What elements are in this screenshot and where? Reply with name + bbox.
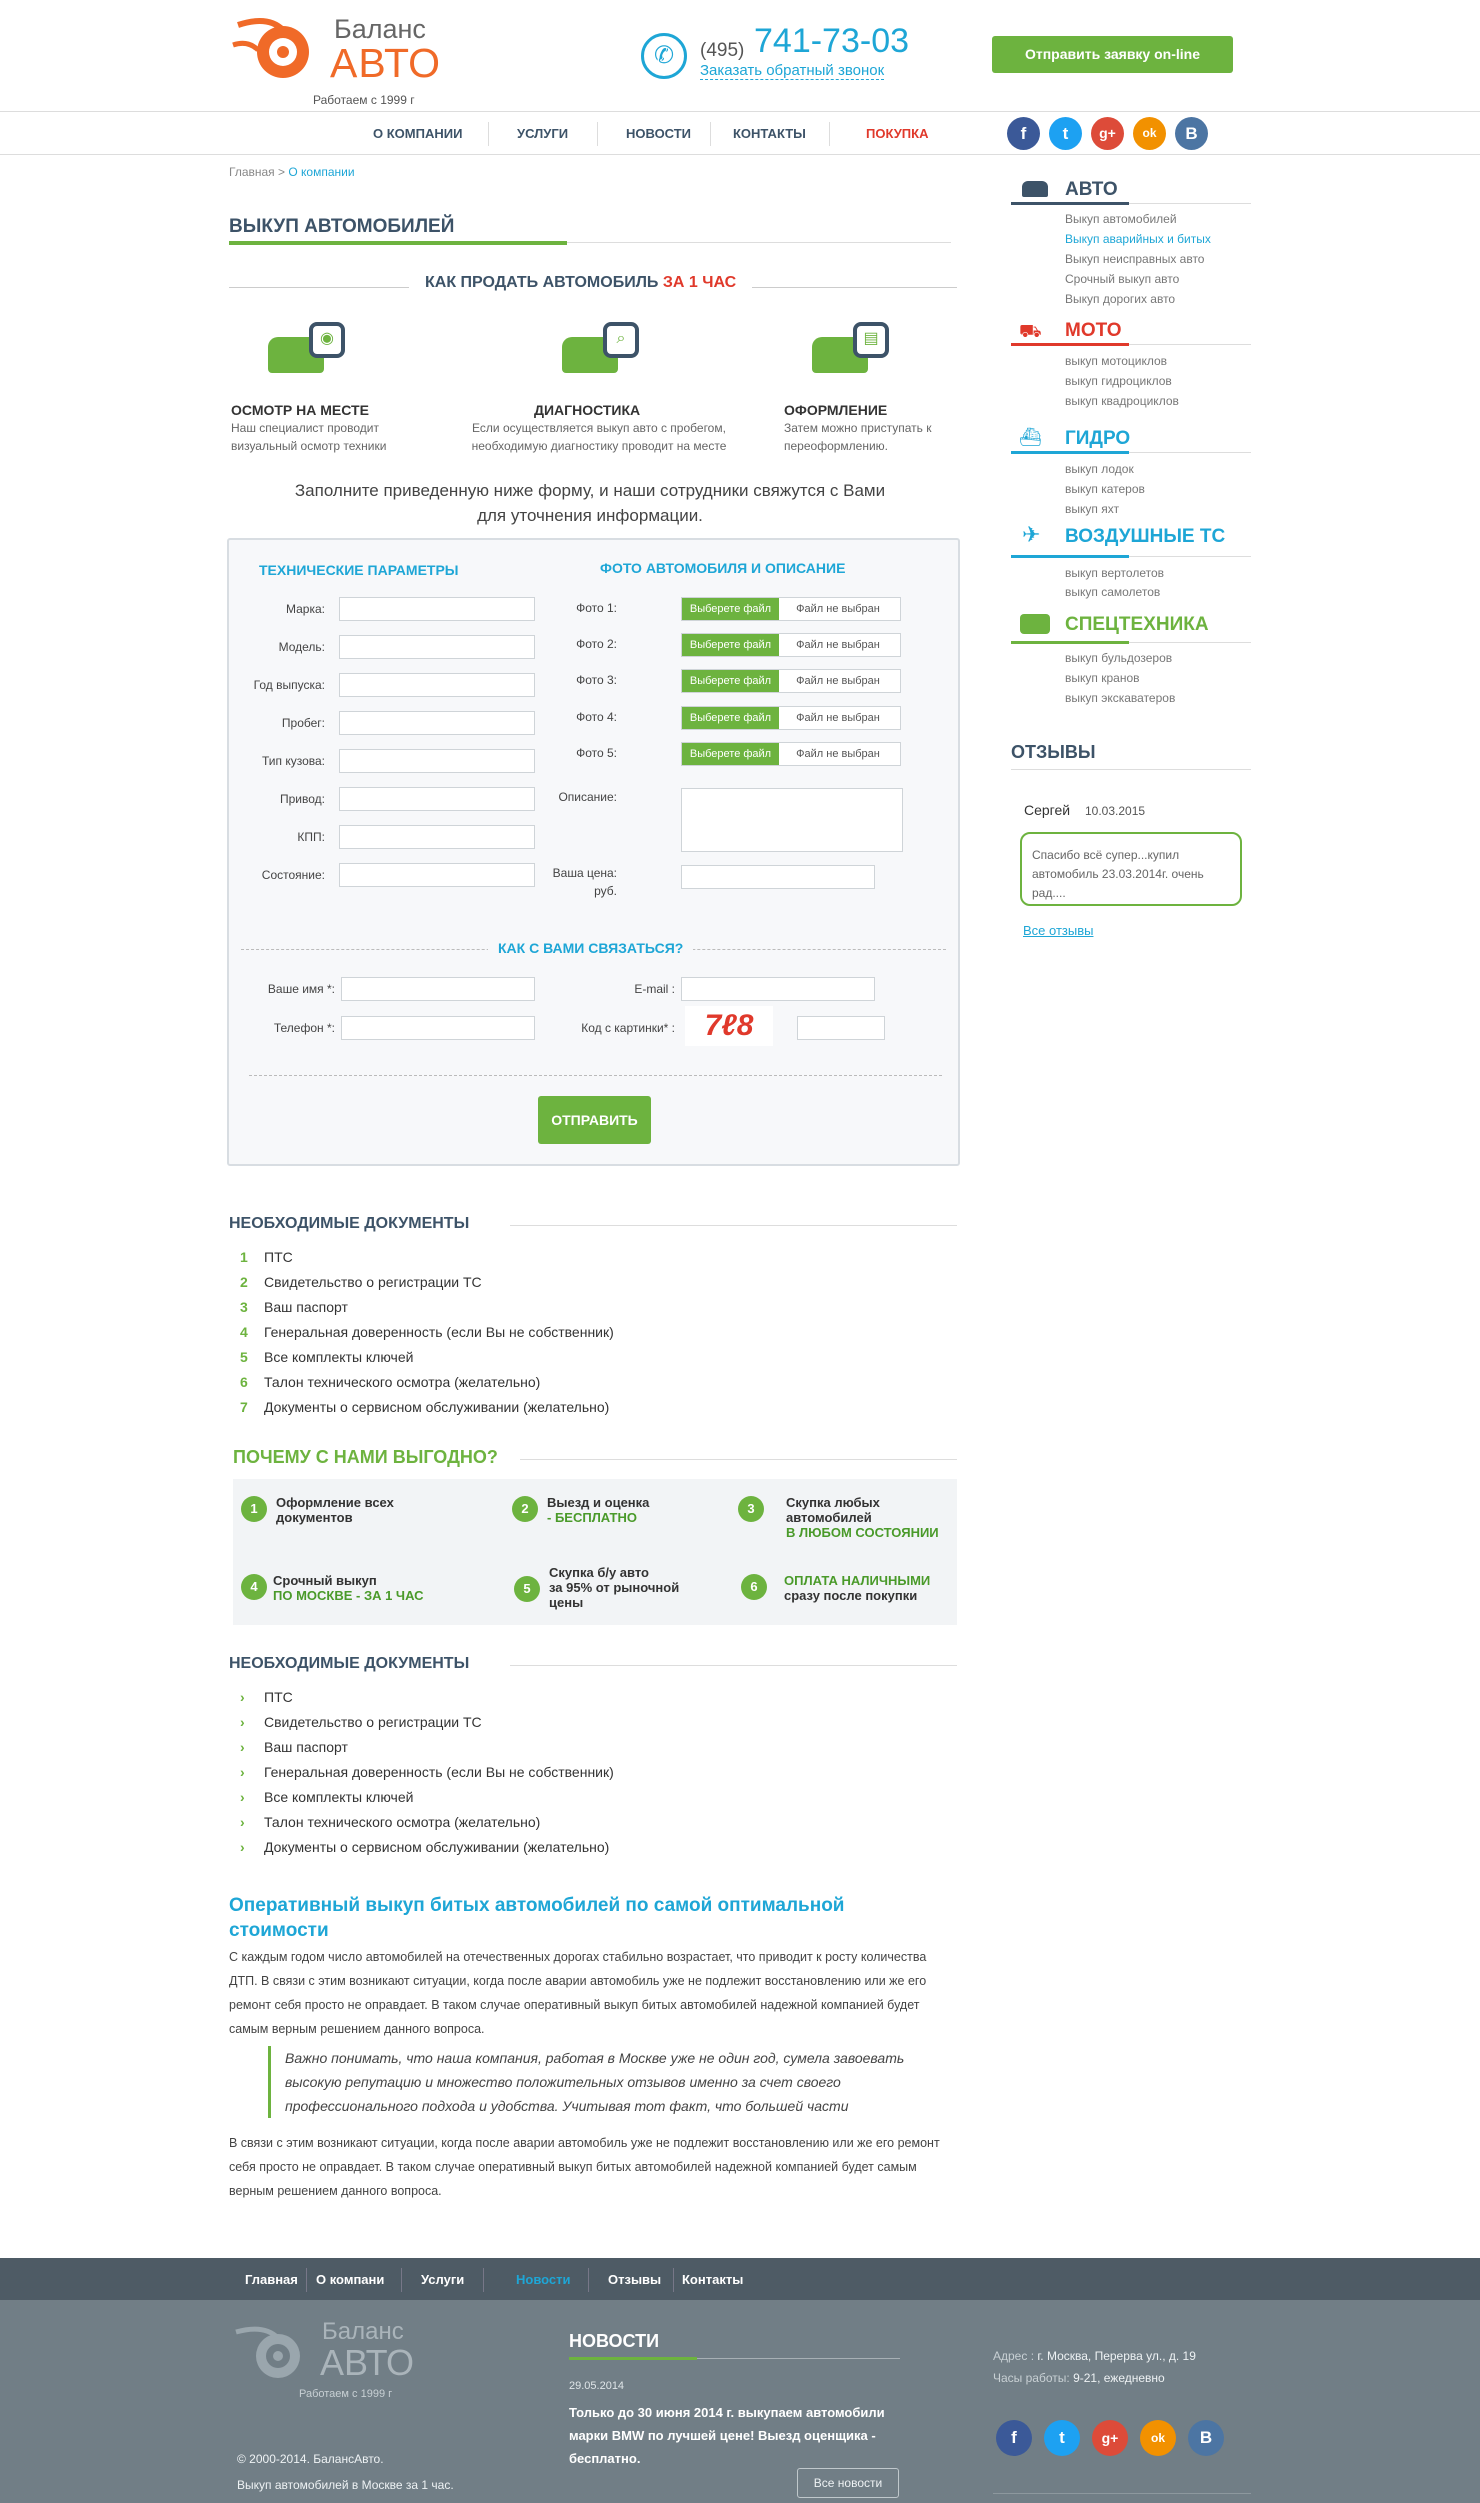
feature-title: ОФОРМЛЕНИЕ [784,402,888,418]
list-item-text: Свидетельство о регистрации ТС [264,1274,482,1290]
sidebar-link[interactable]: выкуп яхт [1065,502,1120,516]
review-date: 10.03.2015 [1085,804,1146,818]
nav-divider [673,2268,674,2292]
choose-file-button[interactable]: Выберете файл [682,634,779,656]
main-nav [0,112,1480,155]
vkontakte-icon[interactable]: B [1175,117,1208,150]
benefit-number: 6 [741,1574,767,1600]
vkontakte-icon[interactable]: B [1188,2420,1224,2456]
benefit-line: Скупка б/у авто [549,1565,649,1580]
nav-divider [588,2268,589,2292]
price-input[interactable] [681,865,875,889]
feature-description: Затем можно приступать к переоформлению. [784,421,932,453]
phone-input[interactable] [341,1016,535,1040]
sidebar-link[interactable]: выкуп самолетов [1065,585,1161,599]
sidebar-category-title[interactable]: ГИДРО [1065,428,1131,449]
breadcrumb [229,165,355,179]
section-divider [249,1075,942,1076]
article-quote: Важно понимать, что наша компания, работая в Москве уже не один год, сумела завоевать высокую репутацию и множество положительных отзывов именно за счет своего профессионального подхода и удобства. Учитывая тот факт, что большей части [268,2046,943,2118]
address-value: г. Москва, Перерва ул., д. 19 [1037,2349,1196,2363]
choose-file-button[interactable]: Выберете файл [682,743,779,765]
benefit-text [276,1495,394,1525]
footer-hours [993,2371,1165,2385]
benefit-text [547,1495,649,1525]
footer-logo-text: Баланс [322,2318,404,2345]
benefit-line: Скупка любых [786,1495,880,1510]
benefits-panel [233,1479,957,1625]
review-text: Спасибо всё супер...купил автомобиль 23.03.2014г. очень рад.... [1032,848,1204,900]
benefit-highlight: - БЕСПЛАТНО [547,1510,637,1525]
sidebar-category-accent [1011,202,1129,205]
benefit-number: 3 [738,1496,764,1522]
field-label: Пробег: [281,716,325,730]
breadcrumb-separator: > [274,165,289,179]
logo-text: Баланс [334,14,426,44]
file-status: Файл не выбран [796,748,880,760]
docs-title: НЕОБХОДИМЫЕ ДОКУМЕНТЫ [229,1655,470,1672]
submit-button[interactable]: ОТПРАВИТЬ [538,1096,651,1144]
list-item [240,1739,348,1755]
sidebar-link-active[interactable]: Выкуп аварийных и битых [1065,232,1211,246]
chevron-right-icon: › [240,1689,245,1705]
list-item-text: Свидетельство о регистрации ТС [264,1714,482,1730]
sidebar-link[interactable]: Выкуп дорогих авто [1065,292,1176,306]
logo-text-accent: АВТО [330,40,442,86]
photo-1-upload[interactable] [681,597,901,621]
benefit-line: за 95% от рыночной цены [549,1580,680,1610]
list-item [240,1814,540,1830]
field-label: Описание: [558,790,617,804]
section-divider [993,2493,1251,2494]
photo-title: ФОТО АВТОМОБИЛЯ И ОПИСАНИЕ [600,560,846,576]
docs-title: НЕОБХОДИМЫЕ ДОКУМЕНТЫ [229,1215,470,1232]
breadcrumb-current[interactable]: О компании [288,165,355,179]
list-number: 5 [240,1349,248,1365]
logo-icon[interactable] [228,2320,318,2382]
description-textarea[interactable] [681,788,903,852]
all-news-button[interactable]: Все новости [797,2468,899,2498]
field-label: Марка: [286,602,325,616]
reviews-title: ОТЗЫВЫ [1011,742,1096,762]
footer-nav-about[interactable]: О компани [316,2272,385,2287]
benefit-highlight: ПО МОСКВЕ - ЗА 1 ЧАС [273,1588,424,1603]
copyright: © 2000-2014. БалансАвто. [237,2452,384,2466]
field-label: Состояние: [261,868,325,882]
sidebar-link[interactable]: выкуп лодок [1065,462,1134,476]
sell-car-form [227,538,960,1166]
list-item [240,1689,293,1705]
section-divider [510,1665,957,1666]
condition-input[interactable] [339,863,535,887]
page-title: ВЫКУП АВТОМОБИЛЕЙ [229,216,455,237]
list-number: 3 [240,1299,248,1315]
airplane-icon: ✈ [1022,522,1041,547]
odnoklassniki-icon[interactable]: ok [1140,2420,1176,2456]
header [0,0,1480,112]
footer-tagline: Выкуп автомобилей в Москве за 1 час. [237,2478,454,2492]
photo-2-upload[interactable] [681,633,901,657]
nav-divider [829,122,830,146]
section-divider [520,1459,957,1460]
sidebar-link[interactable]: выкуп катеров [1065,482,1145,496]
section-divider [510,1225,957,1226]
address-label: Адрес : [993,2349,1038,2363]
logo-icon[interactable] [228,10,328,84]
field-label: Фото 4: [576,710,617,724]
magnifier-icon: ⌕ [603,322,639,358]
eye-icon: ◉ [309,322,345,358]
footer-nav-services[interactable]: Услуги [421,2272,465,2287]
benefit-highlight: ОПЛАТА НАЛИЧНЫМИ [784,1573,931,1588]
sidebar-category-title[interactable]: ВОЗДУШНЫЕ ТС [1065,526,1226,547]
list-item [240,1349,413,1365]
field-label: Фото 2: [576,637,617,651]
feature-description: Наш специалист проводит визуальный осмотр техники [231,421,387,453]
benefit-highlight: В ЛЮБОМ СОСТОЯНИИ [786,1525,939,1540]
model-input[interactable] [339,635,535,659]
price-label: Ваша цена: [552,866,617,880]
tractor-icon [1020,614,1050,634]
form-intro: Заполните приведенную ниже форму, и наши сотрудники свяжутся с Вами для уточнения информации. [294,481,886,525]
sidebar-link[interactable]: выкуп гидроциклов [1065,374,1172,388]
list-item [240,1789,413,1805]
sidebar-link[interactable]: выкуп кранов [1065,671,1140,685]
nav-about[interactable]: О КОМПАНИИ [373,126,463,141]
how-to-sell-title-accent: ЗА 1 ЧАС [662,274,737,291]
benefit-text [273,1573,424,1603]
list-number: 2 [240,1274,248,1290]
captcha-image: 7ℓ8 [685,1006,773,1046]
list-item [240,1839,609,1855]
email-input[interactable] [681,977,875,1001]
sidebar-category-accent [1011,555,1129,558]
all-reviews-link[interactable]: Все отзывы [1023,923,1094,938]
nav-services[interactable]: УСЛУГИ [517,126,569,141]
why-title: ПОЧЕМУ С НАМИ ВЫГОДНО? [233,1447,498,1467]
footer-news-title: НОВОСТИ [569,2331,660,2351]
odnoklassniki-icon[interactable]: ok [1133,117,1166,150]
list-item-text: Талон технического осмотра (желательно) [264,1374,541,1390]
nav-divider [306,2268,307,2292]
reviewer-name: Сергей [1024,802,1071,818]
list-item [240,1249,293,1265]
sidebar-category-title[interactable]: МОТО [1065,320,1122,341]
motorcycle-icon: ⛟ [1019,321,1042,341]
phone-code: (495) [700,40,745,61]
phone-icon: ✆ [641,33,687,79]
footer-logo-subtitle: Работаем с 1999 г [299,2388,393,2400]
document-icon: ▤ [853,322,889,358]
chevron-right-icon: › [240,1714,245,1730]
list-item-text: Документы о сервисном обслуживании (желательно) [264,1399,610,1415]
gearbox-input[interactable] [339,825,535,849]
list-item [240,1374,540,1390]
sidebar-link[interactable]: выкуп бульдозеров [1065,651,1173,665]
list-item-text: Все комплекты ключей [264,1349,414,1365]
benefit-text [784,1573,930,1603]
choose-file-button[interactable]: Выберете файл [682,670,779,692]
sidebar-category-accent [1011,641,1129,644]
hours-label: Часы работы: [993,2371,1074,2385]
footer-nav-home[interactable]: Главная [245,2272,298,2287]
google-plus-icon[interactable]: g+ [1092,2420,1128,2456]
drive-input[interactable] [339,787,535,811]
sidebar-link[interactable]: Выкуп автомобилей [1065,212,1177,226]
sidebar-link[interactable]: Срочный выкуп авто [1065,272,1180,286]
boat-icon: ⛴ [1019,427,1042,447]
field-label: Год выпуска: [253,678,325,692]
article-title: Оперативный выкуп битых автомобилей по самой оптимальной стоимости [229,1895,845,1941]
field-label: Фото 1: [576,601,617,615]
sidebar-link[interactable]: выкуп квадроциклов [1065,394,1179,408]
benefit-line: Оформление всех [276,1495,394,1510]
benefit-line: Срочный выкуп [273,1573,377,1588]
field-label: Привод: [280,792,325,806]
list-item-text: Документы о сервисном обслуживании (желательно) [264,1839,610,1855]
field-label: КПП: [297,830,325,844]
how-to-sell-title [409,274,752,292]
sidebar-category-accent [1011,343,1129,346]
car-icon [1022,181,1048,197]
benefit-line: сразу после покупки [784,1588,918,1603]
nav-divider [488,122,489,146]
year-input[interactable] [339,673,535,697]
file-status: Файл не выбран [796,639,880,651]
nav-divider [710,122,711,146]
sidebar-link[interactable]: выкуп экскаватеров [1065,691,1176,705]
google-plus-icon[interactable]: g+ [1091,117,1124,150]
list-item [240,1274,482,1290]
callback-link[interactable]: Заказать обратный звонок [700,62,885,79]
list-item-text: Талон технического осмотра (желательно) [264,1814,541,1830]
benefit-number: 4 [241,1574,267,1600]
captcha-input[interactable] [797,1016,885,1040]
title-underline-accent [229,241,567,245]
feature-title: ДИАГНОСТИКА [534,402,641,418]
nav-purchase[interactable]: ПОКУПКА [866,126,929,141]
field-label: Ваше имя *: [267,982,335,996]
sidebar-link[interactable]: выкуп вертолетов [1065,566,1164,580]
review-bubble [1020,832,1242,906]
list-item [240,1299,348,1315]
twitter-icon[interactable]: t [1049,117,1082,150]
choose-file-button[interactable]: Выберете файл [682,707,779,729]
chevron-right-icon: › [240,1839,245,1855]
list-item-text: ПТС [264,1689,293,1705]
footer [0,2300,1480,2503]
file-status: Файл не выбран [796,675,880,687]
list-number: 1 [240,1249,248,1265]
list-item-text: Генеральная доверенность (если Вы не собственник) [264,1764,614,1780]
list-item [240,1714,482,1730]
nav-contacts[interactable]: КОНТАКТЫ [733,126,806,141]
list-number: 4 [240,1324,248,1340]
benefit-number: 2 [512,1496,538,1522]
footer-nav-reviews[interactable]: Отзывы [608,2272,662,2287]
nav-news[interactable]: НОВОСТИ [626,126,692,141]
chevron-right-icon: › [240,1814,245,1830]
news-date: 29.05.2014 [569,2380,625,2392]
how-to-sell-title-main: КАК ПРОДАТЬ АВТОМОБИЛЬ [425,274,659,291]
mileage-input[interactable] [339,711,535,735]
benefit-number: 1 [241,1496,267,1522]
benefit-line: документов [276,1510,353,1525]
logo-subtitle: Работаем с 1999 г [313,93,415,107]
online-request-button[interactable]: Отправить заявку on-line [992,36,1233,73]
nav-divider [483,2268,484,2292]
list-item [240,1764,614,1780]
photo-3-upload[interactable] [681,669,901,693]
facebook-icon[interactable]: f [1007,117,1040,150]
field-label: Тип кузова: [261,754,325,768]
nav-divider [597,122,598,146]
field-label: Модель: [278,640,325,654]
photo-5-upload[interactable] [681,742,901,766]
section-divider-accent [569,2357,697,2360]
list-number: 6 [240,1374,248,1390]
chevron-right-icon: › [240,1764,245,1780]
section-divider [1011,769,1251,770]
list-item-text: ПТС [264,1249,293,1265]
nav-divider [401,2268,402,2292]
hours-value: 9-21, ежедневно [1073,2371,1165,2385]
list-item [240,1324,614,1340]
benefit-text [549,1565,699,1610]
field-label: E-mail : [634,982,675,996]
footer-address [993,2349,1196,2363]
twitter-icon[interactable]: t [1044,2420,1080,2456]
name-input[interactable] [341,977,535,1001]
field-label [529,864,617,900]
sidebar-category-title[interactable]: СПЕЦТЕХНИКА [1065,614,1209,635]
benefit-text [786,1495,939,1540]
field-label: Фото 5: [576,746,617,760]
list-number: 7 [240,1399,248,1415]
news-text[interactable]: Только до 30 июня 2014 г. выкупаем автомобили марки BMW по лучшей цене! Выезд оценщика - бесплатно. [569,2405,885,2466]
choose-file-button[interactable]: Выберете файл [682,598,779,620]
article-paragraph: С каждым годом число автомобилей на отечественных дорогах стабильно возрастает, что приводит к росту количества ДТП. В связи с этим возникают ситуации, когда после аварии автомобиль уже не подлежит восстановлению или же его ремонт себя просто не оправдает. В таком случае оперативный выкуп битых автомобилей надежной компанией будет самым верным решением данного вопроса. [229,1950,927,2036]
price-unit: руб. [594,884,617,898]
body-type-input[interactable] [339,749,535,773]
article-paragraph: В связи с этим возникают ситуации, когда после аварии автомобиль уже не подлежит восстановлению или же его ремонт себя просто не оправдает. В таком случае оперативный выкуп битых автомобилей надежной компанией будет самым верным решением данного вопроса. [229,2136,940,2198]
field-label: Код с картинки* : [581,1021,675,1035]
footer-nav [0,2258,1480,2300]
make-input[interactable] [339,597,535,621]
file-status: Файл не выбран [796,712,880,724]
feature-description: Если осуществляется выкуп авто с пробегом, необходимую диагностику проводит на месте [471,421,727,453]
list-item [240,1399,609,1415]
facebook-icon[interactable]: f [996,2420,1032,2456]
benefit-line: автомобилей [786,1510,872,1525]
footer-nav-contacts[interactable]: Контакты [682,2272,744,2287]
field-label: Фото 3: [576,673,617,687]
field-label: Телефон *: [273,1021,335,1035]
list-item-text: Генеральная доверенность (если Вы не собственник) [264,1324,614,1340]
phone-number[interactable]: 741-73-03 [754,22,910,60]
sidebar-category-title[interactable]: АВТО [1065,179,1118,200]
list-item-text: Все комплекты ключей [264,1789,414,1805]
chevron-right-icon: › [240,1739,245,1755]
chevron-right-icon: › [240,1789,245,1805]
photo-4-upload[interactable] [681,706,901,730]
sidebar-link[interactable]: выкуп мотоциклов [1065,354,1168,368]
footer-logo-text-accent: АВТО [320,2342,414,2383]
feature-title: ОСМОТР НА МЕСТЕ [231,402,369,418]
breadcrumb-home[interactable]: Главная [229,165,275,179]
tech-params-title: ТЕХНИЧЕСКИЕ ПАРАМЕТРЫ [259,562,459,578]
list-item-text: Ваш паспорт [264,1739,348,1755]
contact-title: КАК С ВАМИ СВЯЗАТЬСЯ? [488,940,693,956]
sidebar-link[interactable]: Выкуп неисправных авто [1065,252,1205,266]
file-status: Файл не выбран [796,603,880,615]
footer-nav-news[interactable]: Новости [516,2272,571,2287]
benefit-line: Выезд и оценка [547,1495,650,1510]
benefit-number: 5 [514,1576,540,1602]
list-item-text: Ваш паспорт [264,1299,348,1315]
sidebar-category-accent [1011,451,1129,454]
